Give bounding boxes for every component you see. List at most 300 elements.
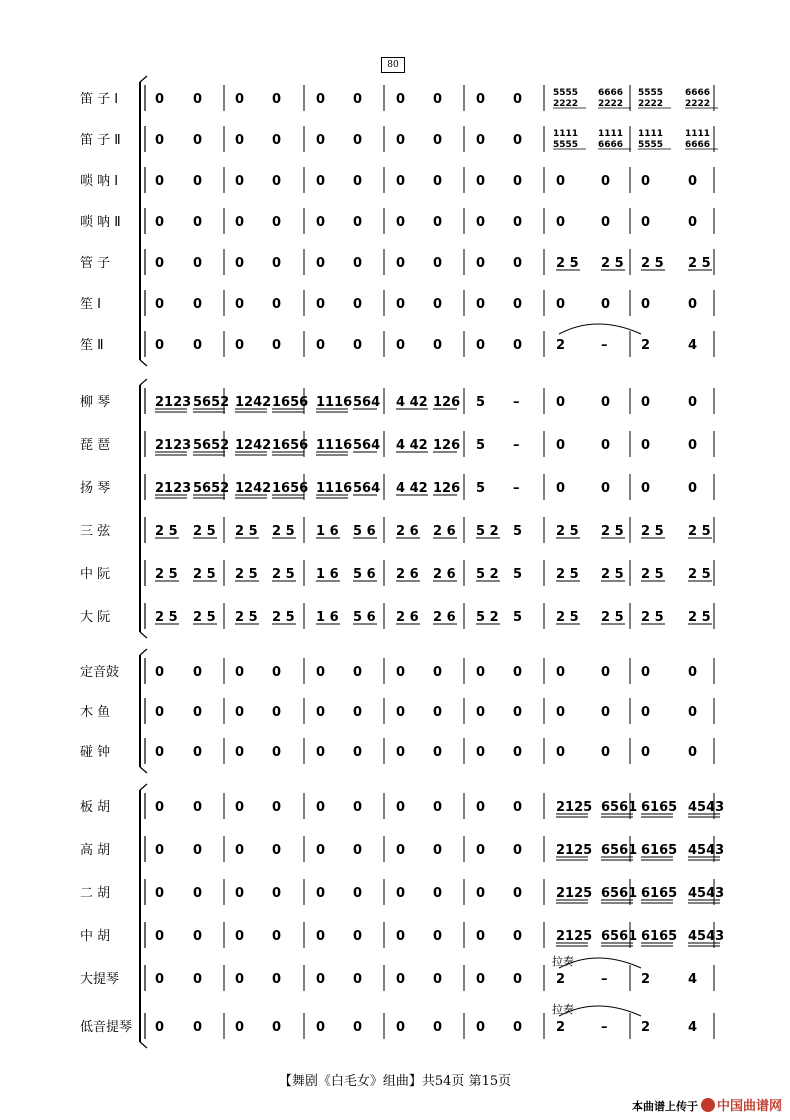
note: 0 xyxy=(556,481,566,496)
note: – xyxy=(513,438,520,453)
upload-text: 本曲谱上传于 xyxy=(632,1100,698,1113)
note: 0 xyxy=(155,843,165,858)
note: 0 xyxy=(155,174,165,189)
note: 6165 xyxy=(641,800,678,815)
note: 1116 xyxy=(316,481,353,496)
note: 0 xyxy=(272,256,282,271)
note-lower: 2222 xyxy=(638,99,664,109)
note: 0 xyxy=(433,92,443,107)
note: 126 xyxy=(433,481,461,496)
note: 564 xyxy=(353,481,381,496)
note: 5 6 xyxy=(353,567,376,582)
note: 0 xyxy=(513,929,523,944)
note: 0 xyxy=(353,1020,363,1035)
note: 0 xyxy=(235,886,245,901)
note: 0 xyxy=(193,92,203,107)
note: 0 xyxy=(433,800,443,815)
note: 6561 xyxy=(601,929,638,944)
instrument-label: 低音提琴 xyxy=(80,1020,133,1035)
note: 1656 xyxy=(272,395,309,410)
note: 2 6 xyxy=(433,610,456,625)
note: 0 xyxy=(235,745,245,760)
note: 5 2 xyxy=(476,567,499,582)
note: 0 xyxy=(556,297,566,312)
note: 0 xyxy=(476,92,486,107)
note: 0 xyxy=(601,438,611,453)
note: 0 xyxy=(396,92,406,107)
note: 0 xyxy=(193,745,203,760)
note: 4 42 xyxy=(396,438,428,453)
note: 5 xyxy=(476,438,486,453)
instrument-label: 笛 子 Ⅰ xyxy=(80,92,119,107)
instrument-label: 木 鱼 xyxy=(80,705,111,720)
note: 0 xyxy=(556,174,566,189)
note-lower: 2222 xyxy=(685,99,711,109)
note: 2 xyxy=(556,1020,566,1035)
note: 5 2 xyxy=(476,610,499,625)
note: 5652 xyxy=(193,438,230,453)
note: 0 xyxy=(396,800,406,815)
note: 5652 xyxy=(193,395,230,410)
note: 1116 xyxy=(316,438,353,453)
note: 0 xyxy=(155,133,165,148)
note: 0 xyxy=(688,215,698,230)
instrument-label: 高 胡 xyxy=(80,843,111,858)
note: 0 xyxy=(601,665,611,680)
note: 0 xyxy=(396,133,406,148)
note: 0 xyxy=(396,215,406,230)
site-logo xyxy=(701,1095,782,1114)
note: 0 xyxy=(433,174,443,189)
note: 0 xyxy=(316,972,326,987)
note: 2 xyxy=(641,972,651,987)
note: 0 xyxy=(688,481,698,496)
note: 2 xyxy=(641,338,651,353)
note: 1242 xyxy=(235,481,272,496)
note: 6165 xyxy=(641,843,678,858)
note: 2 xyxy=(641,1020,651,1035)
note: 0 xyxy=(193,256,203,271)
note: 0 xyxy=(272,705,282,720)
note: 0 xyxy=(433,133,443,148)
note: 0 xyxy=(353,705,363,720)
note: 0 xyxy=(433,843,443,858)
note: 0 xyxy=(476,256,486,271)
note: 0 xyxy=(316,929,326,944)
note: 2 5 xyxy=(235,524,258,539)
instrument-label: 笙 Ⅰ xyxy=(80,297,101,312)
note: 0 xyxy=(272,215,282,230)
note: 0 xyxy=(396,843,406,858)
site-logo-icon xyxy=(701,1098,715,1112)
note: 0 xyxy=(601,481,611,496)
note: 0 xyxy=(476,929,486,944)
note: 0 xyxy=(193,1020,203,1035)
note: 0 xyxy=(193,665,203,680)
note: 0 xyxy=(353,843,363,858)
note: 0 xyxy=(556,395,566,410)
instrument-label: 管 子 xyxy=(80,256,111,271)
instrument-label: 三 弦 xyxy=(80,524,111,539)
note: 0 xyxy=(316,256,326,271)
note: 0 xyxy=(396,338,406,353)
note: 0 xyxy=(556,745,566,760)
note: 0 xyxy=(476,297,486,312)
note: 0 xyxy=(641,481,651,496)
note: 0 xyxy=(316,800,326,815)
note: 0 xyxy=(476,133,486,148)
note: 1656 xyxy=(272,481,309,496)
instrument-label: 唢 呐 Ⅰ xyxy=(80,174,119,189)
note: 2 5 xyxy=(272,567,295,582)
note: 0 xyxy=(513,665,523,680)
note: 0 xyxy=(272,745,282,760)
note: 0 xyxy=(641,297,651,312)
note: 0 xyxy=(476,972,486,987)
note: 0 xyxy=(235,256,245,271)
instrument-label: 唢 呐 Ⅱ xyxy=(80,215,121,230)
bracket-hook-bottom xyxy=(140,1042,147,1048)
note: 0 xyxy=(272,800,282,815)
bracket-hook-top xyxy=(140,649,147,655)
note: 0 xyxy=(513,133,523,148)
note-upper: 6666 xyxy=(685,88,711,98)
note: 0 xyxy=(272,665,282,680)
note: 0 xyxy=(272,843,282,858)
note: 2 xyxy=(556,338,566,353)
bracket-hook-bottom xyxy=(140,360,147,366)
note: 0 xyxy=(193,174,203,189)
note: 0 xyxy=(235,174,245,189)
note: 0 xyxy=(396,929,406,944)
note: 0 xyxy=(235,843,245,858)
note: 0 xyxy=(476,705,486,720)
note: – xyxy=(513,395,520,410)
note: 0 xyxy=(396,972,406,987)
arco-annotation: 拉奏 xyxy=(552,955,574,968)
note: 2 5 xyxy=(193,610,216,625)
note: 5 xyxy=(513,567,523,582)
note: 2125 xyxy=(556,886,593,901)
note: 0 xyxy=(316,705,326,720)
note: 0 xyxy=(396,705,406,720)
note: 0 xyxy=(155,745,165,760)
note: 0 xyxy=(316,297,326,312)
note: 0 xyxy=(601,705,611,720)
note: 0 xyxy=(155,929,165,944)
note-upper: 1111 xyxy=(685,129,711,139)
note: 6561 xyxy=(601,886,638,901)
note: 0 xyxy=(513,745,523,760)
note: 0 xyxy=(433,215,443,230)
note: 6165 xyxy=(641,886,678,901)
note: 2 5 xyxy=(272,610,295,625)
note: 0 xyxy=(433,745,443,760)
note: 0 xyxy=(556,438,566,453)
note-lower: 5555 xyxy=(638,140,664,150)
note-lower: 2222 xyxy=(598,99,624,109)
note: 0 xyxy=(641,745,651,760)
note: 0 xyxy=(688,665,698,680)
note: 2 5 xyxy=(155,524,178,539)
note: – xyxy=(601,1020,608,1035)
note: 0 xyxy=(688,174,698,189)
note-upper: 1111 xyxy=(638,129,664,139)
note: 1242 xyxy=(235,438,272,453)
note: 0 xyxy=(513,800,523,815)
note: 0 xyxy=(316,745,326,760)
note: 1 6 xyxy=(316,567,339,582)
note: 0 xyxy=(641,438,651,453)
note: 0 xyxy=(476,1020,486,1035)
note: 5 6 xyxy=(353,610,376,625)
note: 2 xyxy=(556,972,566,987)
instrument-label: 二 胡 xyxy=(80,886,111,901)
note: 0 xyxy=(688,705,698,720)
note: 0 xyxy=(316,1020,326,1035)
note: 0 xyxy=(193,338,203,353)
note-lower: 6666 xyxy=(685,140,711,150)
note: 0 xyxy=(235,92,245,107)
note: 0 xyxy=(193,133,203,148)
note: 0 xyxy=(235,1020,245,1035)
note: 0 xyxy=(193,972,203,987)
note: 126 xyxy=(433,395,461,410)
footer-caption: 【舞剧《白毛女》组曲】共54页 第15页 xyxy=(278,1074,512,1089)
note: 0 xyxy=(513,215,523,230)
note: 0 xyxy=(601,215,611,230)
note: 564 xyxy=(353,395,381,410)
note: 2 5 xyxy=(601,524,624,539)
note: 2 5 xyxy=(193,567,216,582)
instrument-label: 大 阮 xyxy=(80,610,111,625)
instrument-label: 笛 子 Ⅱ xyxy=(80,133,121,148)
note: 0 xyxy=(556,665,566,680)
instrument-label: 笙 Ⅱ xyxy=(80,338,104,353)
note: 0 xyxy=(433,665,443,680)
note: 2 5 xyxy=(688,256,711,271)
note: 0 xyxy=(433,256,443,271)
note: 0 xyxy=(353,745,363,760)
note: 0 xyxy=(272,338,282,353)
note: 2125 xyxy=(556,929,593,944)
instrument-label: 中 阮 xyxy=(80,567,111,582)
note: 2 5 xyxy=(272,524,295,539)
note: 2123 xyxy=(155,481,192,496)
note: 0 xyxy=(601,745,611,760)
note: 0 xyxy=(396,297,406,312)
note: 5 xyxy=(513,524,523,539)
note: 0 xyxy=(556,705,566,720)
note: 0 xyxy=(433,705,443,720)
note: 4 xyxy=(688,338,698,353)
bracket-hook-top xyxy=(140,76,147,82)
note: 0 xyxy=(235,338,245,353)
note: 0 xyxy=(155,705,165,720)
note: 0 xyxy=(193,215,203,230)
note: 0 xyxy=(193,886,203,901)
note: 0 xyxy=(235,972,245,987)
note: 5 xyxy=(476,481,486,496)
note: 2123 xyxy=(155,438,192,453)
note: 0 xyxy=(433,1020,443,1035)
note: 4 42 xyxy=(396,395,428,410)
note: 0 xyxy=(353,665,363,680)
note: 0 xyxy=(316,133,326,148)
note: 2 5 xyxy=(235,610,258,625)
note: 0 xyxy=(353,297,363,312)
note: 0 xyxy=(688,745,698,760)
note: 4543 xyxy=(688,843,725,858)
note: 0 xyxy=(513,1020,523,1035)
note: 0 xyxy=(155,665,165,680)
note: 0 xyxy=(155,256,165,271)
rehearsal-mark: 80 xyxy=(381,57,405,73)
note: 0 xyxy=(513,843,523,858)
note: 0 xyxy=(513,92,523,107)
note: 6561 xyxy=(601,843,638,858)
note: 564 xyxy=(353,438,381,453)
site-name: 中国曲谱网 xyxy=(716,1099,782,1114)
note: 5652 xyxy=(193,481,230,496)
note: 0 xyxy=(155,215,165,230)
note: 0 xyxy=(601,395,611,410)
note: 0 xyxy=(353,800,363,815)
note: 0 xyxy=(316,886,326,901)
instrument-label: 定音鼓 xyxy=(80,665,120,680)
note: 4 xyxy=(688,1020,698,1035)
note: 0 xyxy=(396,745,406,760)
note: 0 xyxy=(476,665,486,680)
note: 0 xyxy=(235,665,245,680)
note: 0 xyxy=(235,215,245,230)
note: 4543 xyxy=(688,929,725,944)
note: 4543 xyxy=(688,886,725,901)
note: 0 xyxy=(433,338,443,353)
tie-slur xyxy=(559,324,641,334)
note: 0 xyxy=(476,215,486,230)
note: 2 5 xyxy=(688,524,711,539)
note: 0 xyxy=(476,745,486,760)
note: 0 xyxy=(641,395,651,410)
note: – xyxy=(601,338,608,353)
note: 0 xyxy=(155,1020,165,1035)
note: 0 xyxy=(433,972,443,987)
note: 0 xyxy=(396,1020,406,1035)
note: 0 xyxy=(235,297,245,312)
note: 0 xyxy=(476,338,486,353)
note: 0 xyxy=(601,297,611,312)
instrument-label: 中 胡 xyxy=(80,929,111,944)
note: 2 5 xyxy=(641,256,664,271)
note: 2 6 xyxy=(396,567,419,582)
note-lower: 2222 xyxy=(553,99,579,109)
note: 6561 xyxy=(601,800,638,815)
note: 1 6 xyxy=(316,524,339,539)
note: 0 xyxy=(272,886,282,901)
note: 2 5 xyxy=(688,567,711,582)
note: – xyxy=(513,481,520,496)
note: 2 5 xyxy=(155,610,178,625)
note: 0 xyxy=(396,174,406,189)
note: – xyxy=(601,972,608,987)
note: 5 xyxy=(513,610,523,625)
arco-annotation: 拉奏 xyxy=(552,1003,574,1016)
instrument-label: 大提琴 xyxy=(80,972,120,987)
instrument-label: 扬 琴 xyxy=(80,481,111,496)
note: 0 xyxy=(556,215,566,230)
note: 0 xyxy=(272,929,282,944)
note: 2 5 xyxy=(235,567,258,582)
note: 1242 xyxy=(235,395,272,410)
note: 5 2 xyxy=(476,524,499,539)
note: 0 xyxy=(433,297,443,312)
note: 0 xyxy=(513,297,523,312)
note: 2 5 xyxy=(601,567,624,582)
note: 0 xyxy=(513,256,523,271)
note: 0 xyxy=(476,886,486,901)
note: 126 xyxy=(433,438,461,453)
note: 2 6 xyxy=(433,567,456,582)
note: 0 xyxy=(396,256,406,271)
note-upper: 1111 xyxy=(598,129,624,139)
note: 1 6 xyxy=(316,610,339,625)
note: 2123 xyxy=(155,395,192,410)
note: 0 xyxy=(155,886,165,901)
note: 0 xyxy=(601,174,611,189)
note-upper: 5555 xyxy=(638,88,664,98)
note: 0 xyxy=(193,843,203,858)
note: 2 5 xyxy=(641,610,664,625)
note: 0 xyxy=(235,705,245,720)
note: 0 xyxy=(353,338,363,353)
note: 2 5 xyxy=(556,567,579,582)
instrument-label: 板 胡 xyxy=(80,800,111,815)
note: 0 xyxy=(353,886,363,901)
note: 0 xyxy=(155,92,165,107)
note: 5 xyxy=(476,395,486,410)
note: 0 xyxy=(433,886,443,901)
note: 0 xyxy=(353,133,363,148)
note: 0 xyxy=(641,665,651,680)
note: 0 xyxy=(235,800,245,815)
note: 0 xyxy=(353,256,363,271)
note: 0 xyxy=(235,133,245,148)
note: 0 xyxy=(316,174,326,189)
instrument-label: 琵 琶 xyxy=(80,438,111,453)
note: 0 xyxy=(193,929,203,944)
note: 0 xyxy=(396,886,406,901)
note: 2 6 xyxy=(396,524,419,539)
bracket-hook-top xyxy=(140,379,147,385)
note: 1116 xyxy=(316,395,353,410)
note: 2 5 xyxy=(601,610,624,625)
note: 4543 xyxy=(688,800,725,815)
bracket-hook-bottom xyxy=(140,632,147,638)
instrument-label: 碰 钟 xyxy=(80,745,111,760)
note: 0 xyxy=(688,297,698,312)
bracket-hook-bottom xyxy=(140,767,147,773)
note-upper: 6666 xyxy=(598,88,624,98)
note: 0 xyxy=(353,174,363,189)
note: 0 xyxy=(353,92,363,107)
note: 0 xyxy=(513,972,523,987)
note: 0 xyxy=(641,705,651,720)
note: 0 xyxy=(272,133,282,148)
note: 2 5 xyxy=(155,567,178,582)
note: 0 xyxy=(316,338,326,353)
note: 2 5 xyxy=(641,567,664,582)
